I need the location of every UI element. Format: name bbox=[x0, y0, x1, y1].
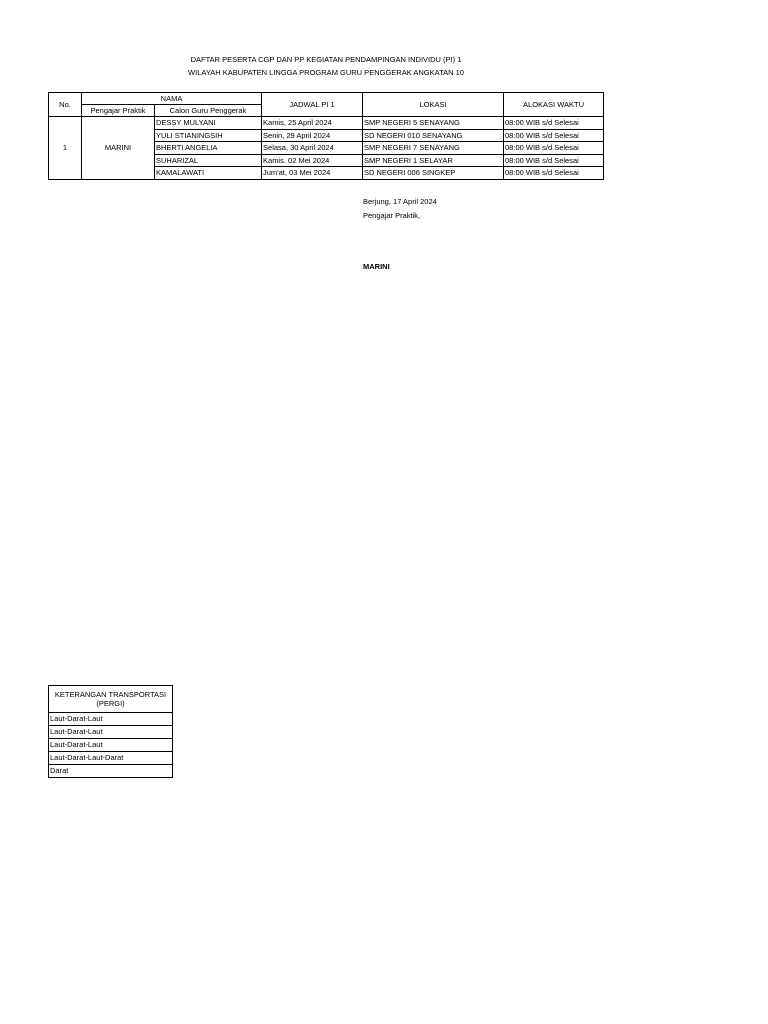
cell-jadwal: Selasa, 30 April 2024 bbox=[262, 142, 363, 155]
document-title-line-2: WILAYAH KABUPATEN LINGGA PROGRAM GURU PENGGERAK ANGKATAN 10 bbox=[188, 68, 464, 77]
cell-jadwal: Kamis, 25 April 2024 bbox=[262, 117, 363, 130]
cell-jadwal: Kamis. 02 Mei 2024 bbox=[262, 154, 363, 167]
signature-role: Pengajar Praktik, bbox=[363, 211, 421, 220]
header-jadwal: JADWAL PI 1 bbox=[262, 93, 363, 117]
cell-alokasi: 08:00 WIB s/d Selesai bbox=[504, 167, 604, 180]
header-no: No. bbox=[49, 93, 82, 117]
cell-jadwal: Senin, 29 April 2024 bbox=[262, 129, 363, 142]
transport-header: KETERANGAN TRANSPORTASI (PERGI) bbox=[49, 686, 173, 713]
transport-cell: Laut-Darat-Laut bbox=[49, 739, 173, 752]
cell-calon: YULI STIANINGSIH bbox=[155, 129, 262, 142]
cell-lokasi: SMP NEGERI 5 SENAYANG bbox=[363, 117, 504, 130]
table-row bbox=[49, 713, 173, 726]
cell-alokasi: 08:00 WIB s/d Selesai bbox=[504, 154, 604, 167]
signature-name: MARINI bbox=[363, 262, 390, 271]
header-pengajar: Pengajar Praktik bbox=[82, 105, 155, 117]
cell-no: 1 bbox=[49, 117, 82, 180]
table-row bbox=[49, 117, 604, 130]
document-title-line-1: DAFTAR PESERTA CGP DAN PP KEGIATAN PENDAMPINGAN INDIVIDU (PI) 1 bbox=[190, 55, 462, 64]
header-lokasi: LOKASI bbox=[363, 93, 504, 117]
header-nama: NAMA bbox=[82, 93, 262, 105]
transport-cell: Laut-Darat-Laut bbox=[49, 726, 173, 739]
cell-alokasi: 08:00 WIB s/d Selesai bbox=[504, 117, 604, 130]
transport-cell: Laut-Darat-Laut bbox=[49, 713, 173, 726]
cell-pengajar: MARINI bbox=[82, 117, 155, 180]
cell-jadwal: Jum'at, 03 Mei 2024 bbox=[262, 167, 363, 180]
table-row bbox=[49, 739, 173, 752]
table-row bbox=[49, 726, 173, 739]
cell-calon: DESSY MULYANI bbox=[155, 117, 262, 130]
cell-lokasi: SMP NEGERI 1 SELAYAR bbox=[363, 154, 504, 167]
transport-cell: Laut-Darat-Laut-Darat bbox=[49, 752, 173, 765]
cell-calon: SUHARIZAL bbox=[155, 154, 262, 167]
cell-calon: KAMALAWATI bbox=[155, 167, 262, 180]
cell-calon: BHERTI ANGELIA bbox=[155, 142, 262, 155]
transport-table bbox=[48, 685, 173, 778]
cell-lokasi: SMP NEGERI 7 SENAYANG bbox=[363, 142, 504, 155]
participant-table bbox=[48, 92, 604, 180]
cell-lokasi: SD NEGERI 010 SENAYANG bbox=[363, 129, 504, 142]
cell-alokasi: 08:00 WIB s/d Selesai bbox=[504, 129, 604, 142]
header-calon: Calon Guru Penggerak bbox=[155, 105, 262, 117]
cell-alokasi: 08:00 WIB s/d Selesai bbox=[504, 142, 604, 155]
table-row bbox=[49, 752, 173, 765]
header-alokasi: ALOKASI WAKTU bbox=[504, 93, 604, 117]
table-row bbox=[49, 765, 173, 778]
cell-lokasi: SD NEGERI 006 SINGKEP bbox=[363, 167, 504, 180]
signature-date: Berjung, 17 April 2024 bbox=[363, 197, 437, 206]
transport-cell: Darat bbox=[49, 765, 173, 778]
